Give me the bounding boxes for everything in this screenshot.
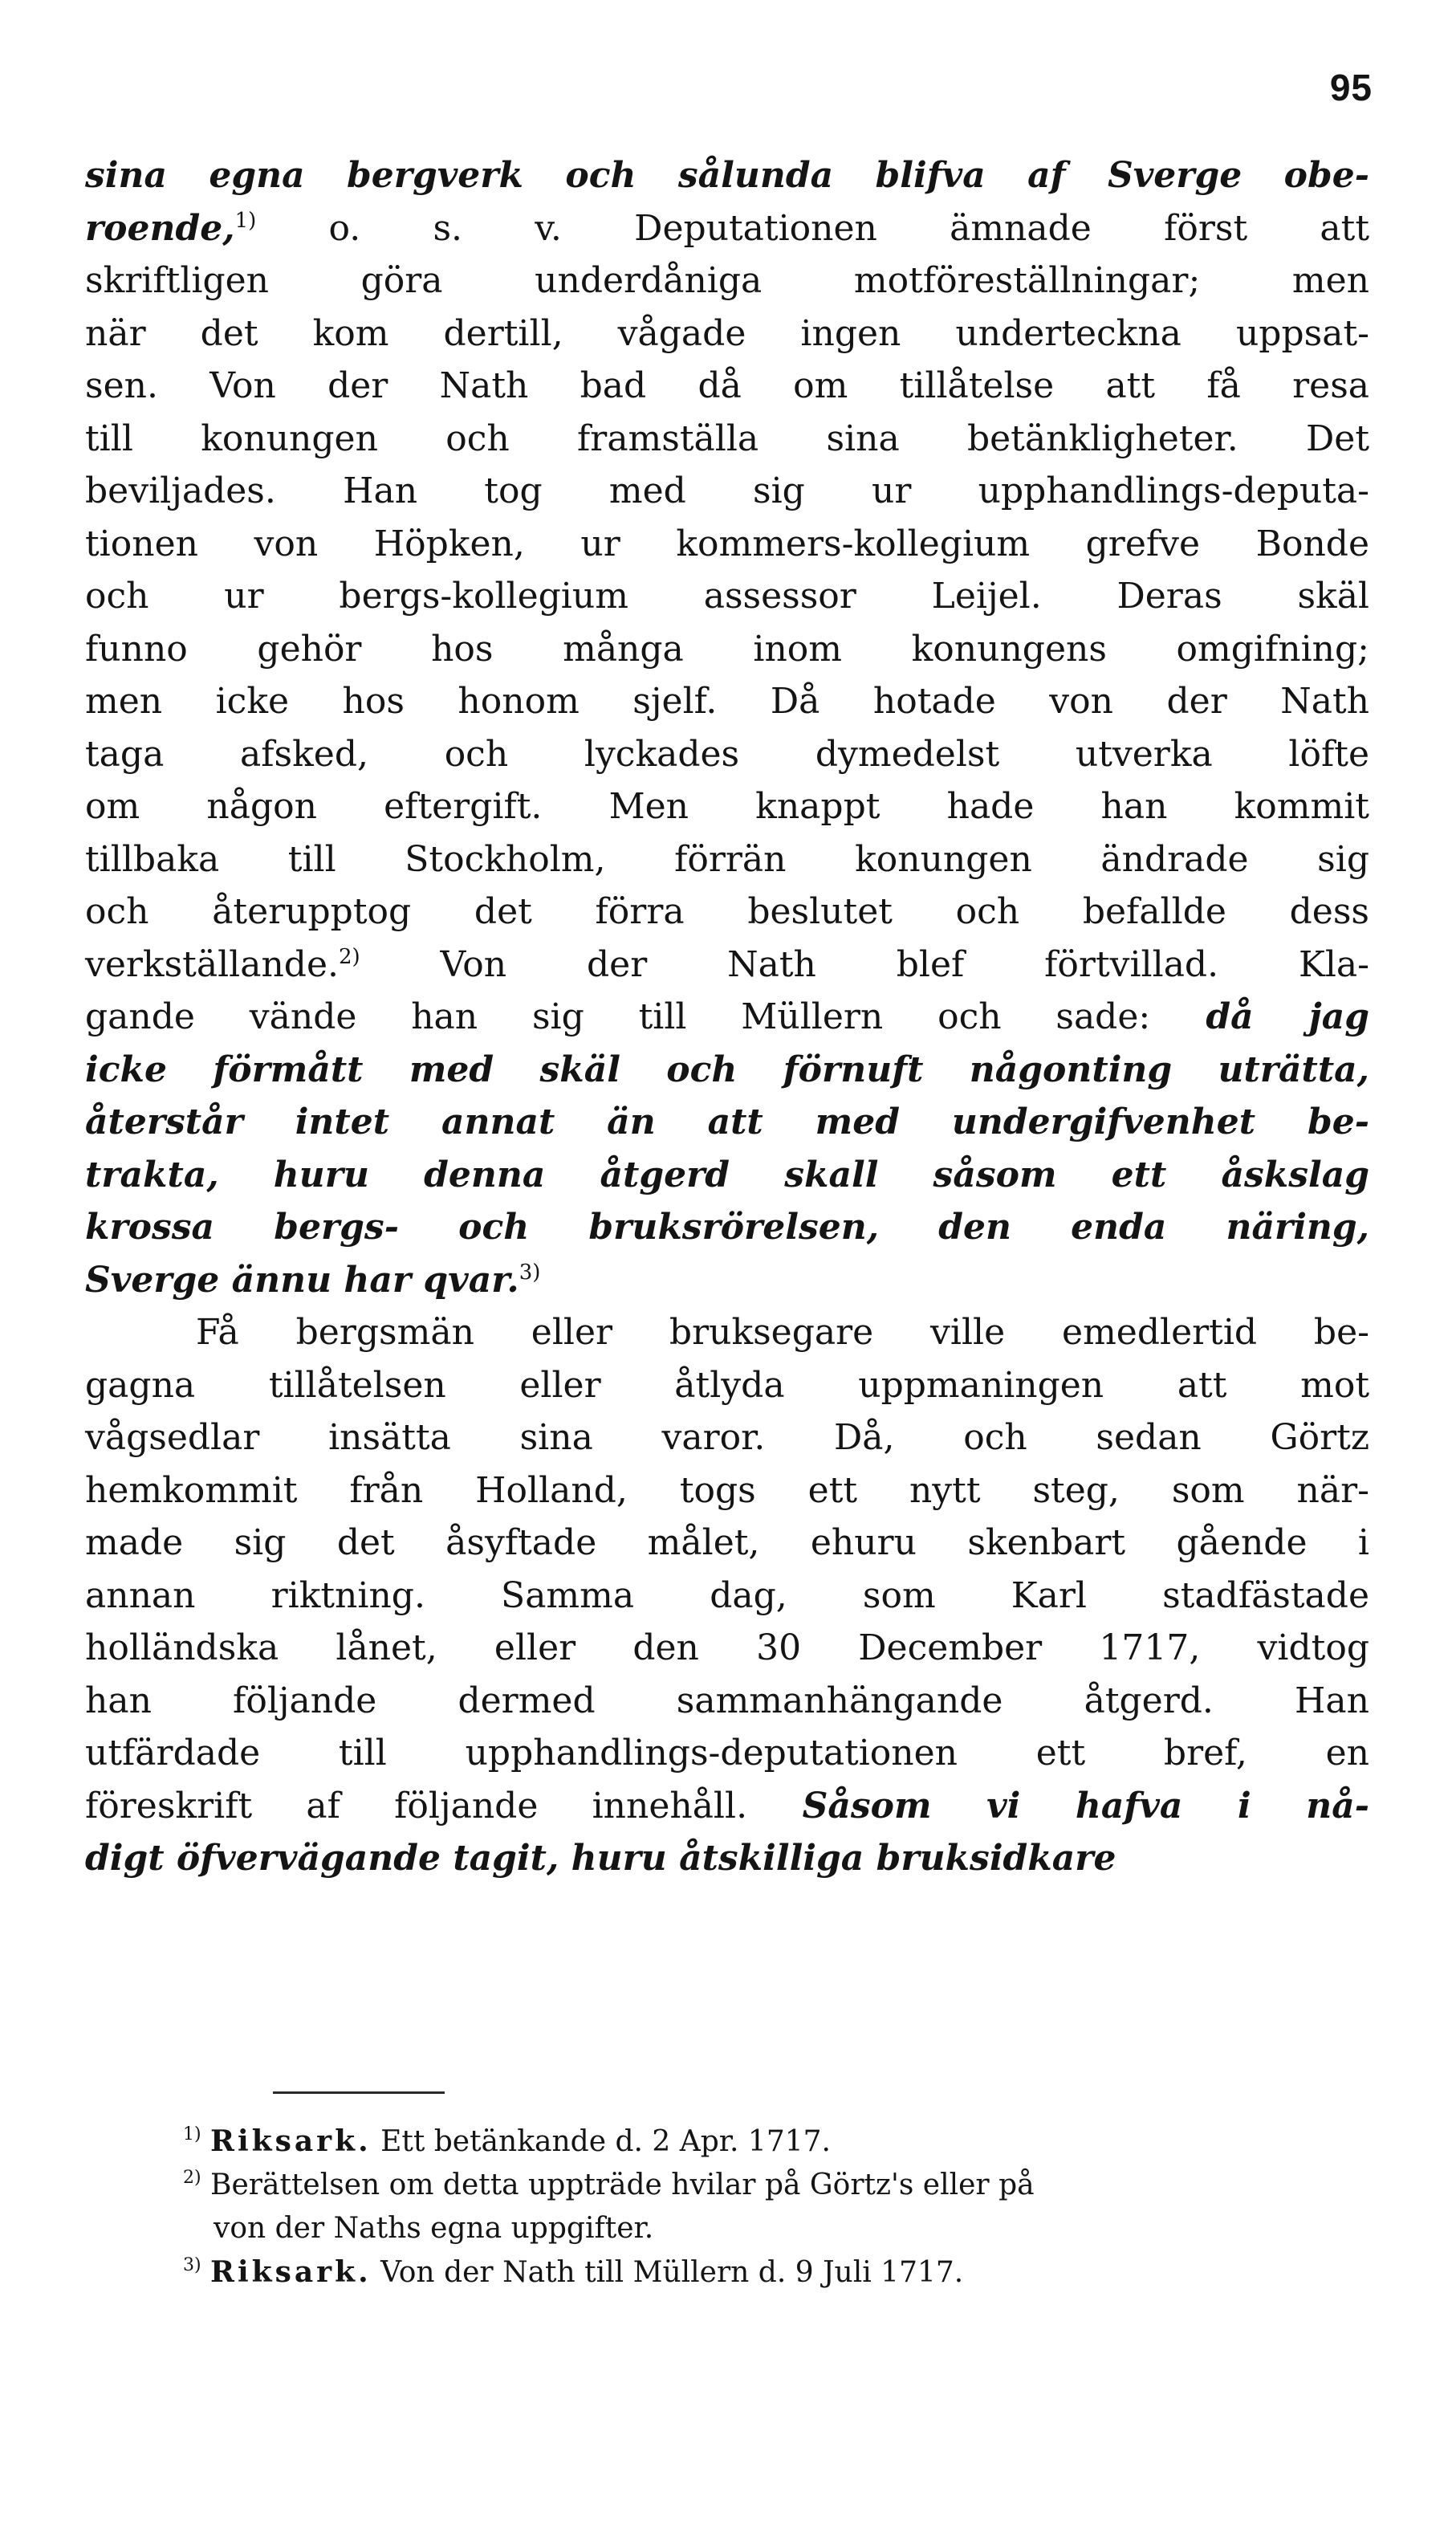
text-line bbox=[85, 465, 1369, 518]
text-line bbox=[85, 1464, 1369, 1517]
text-segment: o. s. v. Deputationen ämnade först att bbox=[256, 207, 1369, 249]
text-line bbox=[85, 307, 1369, 360]
page-number: 95 bbox=[1329, 67, 1373, 108]
text-line bbox=[85, 728, 1369, 781]
text-segment: föreskrift af följande innehåll. bbox=[85, 1785, 748, 1826]
body-text bbox=[85, 149, 1369, 1885]
text-segment: icke förmått med skäl och förnuft någonting uträtta, bbox=[85, 1049, 1369, 1090]
text-line bbox=[85, 1044, 1369, 1097]
text-segment: återstår intet annat än att med undergifvenhet be- bbox=[85, 1102, 1369, 1142]
text-segment: till konungen och framställa sina betänkligheter. Det bbox=[85, 417, 1369, 459]
footnote-text: Von der Nath till Müllern d. 9 Juli 1717. bbox=[371, 2256, 964, 2289]
text-line bbox=[85, 833, 1369, 886]
footnote-divider bbox=[273, 2091, 445, 2094]
text-segment: trakta, huru denna åtgerd skall såsom ett åskslag bbox=[85, 1154, 1369, 1195]
text-line bbox=[85, 991, 1369, 1044]
text-line bbox=[85, 886, 1369, 939]
text-segment: skriftligen göra underdåniga motföreställningar; men bbox=[85, 260, 1369, 301]
footnote-text: von der Naths egna uppgifter. bbox=[214, 2212, 654, 2245]
text-line bbox=[85, 570, 1369, 623]
text-segment: då jag bbox=[1150, 996, 1369, 1037]
text-segment: made sig det åsyftade målet, ehuru skenbart gående i bbox=[85, 1522, 1369, 1563]
text-segment: gande vände han sig till Müllern och sade: bbox=[85, 996, 1151, 1037]
footnote-reference: 2) bbox=[339, 944, 360, 969]
text-segment: han följande dermed sammanhängande åtgerd. Han bbox=[85, 1680, 1369, 1721]
footnote bbox=[183, 2164, 1251, 2207]
text-segment: holländska lånet, eller den 30 December 1717, vidtog bbox=[85, 1627, 1369, 1668]
footnote-reference: 1) bbox=[234, 208, 257, 233]
text-line bbox=[85, 1201, 1369, 1254]
footnote-text: Ett betänkande d. 2 Apr. 1717. bbox=[371, 2125, 831, 2158]
footnote-source: Riksark. bbox=[210, 2255, 372, 2289]
text-line bbox=[85, 518, 1369, 571]
text-line bbox=[85, 1411, 1369, 1464]
text-line bbox=[85, 1096, 1369, 1149]
text-line bbox=[85, 1306, 1369, 1359]
text-segment: men icke hos honom sjelf. Då hotade von der Nath bbox=[85, 681, 1369, 722]
text-line bbox=[85, 149, 1369, 202]
text-segment: taga afsked, och lyckades dymedelst utverka löfte bbox=[85, 733, 1369, 775]
footnotes bbox=[183, 2120, 1251, 2295]
text-line bbox=[85, 623, 1369, 676]
footnote-mark: 2) bbox=[183, 2168, 201, 2188]
text-segment: verkställande. bbox=[85, 943, 339, 985]
footnote-mark: 1) bbox=[183, 2124, 201, 2144]
text-segment: sen. Von der Nath bad då om tillåtelse att få resa bbox=[85, 365, 1369, 406]
footnote-source: Riksark. bbox=[210, 2124, 372, 2158]
text-line bbox=[85, 360, 1369, 413]
text-segment: roende, bbox=[85, 207, 235, 249]
text-segment: hemkommit från Holland, togs ett nytt steg, som när- bbox=[85, 1469, 1369, 1511]
text-line bbox=[85, 1832, 1369, 1885]
footnote bbox=[183, 2207, 1251, 2250]
text-segment: digt öfvervägande tagit, huru åtskilliga bruksidkare bbox=[85, 1838, 1116, 1879]
text-segment: utfärdade till upphandlings-deputationen ett bref, en bbox=[85, 1733, 1369, 1774]
text-line bbox=[85, 1517, 1369, 1570]
text-line bbox=[85, 1675, 1369, 1728]
text-line bbox=[85, 780, 1369, 833]
text-segment: Såsom vi hafva i nå- bbox=[747, 1785, 1369, 1826]
text-segment: Sverge ännu har qvar. bbox=[85, 1259, 519, 1301]
text-line bbox=[85, 1622, 1369, 1675]
text-line bbox=[85, 1149, 1369, 1202]
footnote-mark: 3) bbox=[183, 2255, 201, 2275]
text-line bbox=[85, 1780, 1369, 1833]
text-segment: annan riktning. Samma dag, som Karl stadfästade bbox=[85, 1574, 1369, 1616]
text-line bbox=[85, 413, 1369, 466]
text-segment: och återupptog det förra beslutet och befallde dess bbox=[85, 891, 1369, 932]
text-line bbox=[85, 939, 1369, 992]
footnote bbox=[183, 2120, 1251, 2164]
footnote-reference: 3) bbox=[519, 1260, 541, 1285]
text-segment: beviljades. Han tog med sig ur upphandlings-deputa- bbox=[85, 470, 1369, 511]
text-segment: tionen von Höpken, ur kommers-kollegium grefve Bonde bbox=[85, 523, 1369, 564]
text-line bbox=[85, 1570, 1369, 1623]
text-line bbox=[85, 1359, 1369, 1412]
text-segment: tillbaka till Stockholm, förrän konungen ändrade sig bbox=[85, 838, 1369, 880]
text-segment: om någon eftergift. Men knappt hade han kommit bbox=[85, 786, 1369, 827]
text-segment: Få bergsmän eller bruksegare ville emedlertid be- bbox=[196, 1312, 1369, 1353]
text-segment: gagna tillåtelsen eller åtlyda uppmaningen att mot bbox=[85, 1364, 1369, 1406]
text-segment: och ur bergs-kollegium assessor Leijel. Deras skäl bbox=[85, 576, 1369, 617]
text-line bbox=[85, 255, 1369, 307]
text-segment: funno gehör hos många inom konungens omgifning; bbox=[85, 628, 1369, 670]
text-line bbox=[85, 202, 1369, 255]
text-line bbox=[85, 675, 1369, 728]
text-line bbox=[85, 1727, 1369, 1780]
text-segment: när det kom dertill, vågade ingen underteckna uppsat- bbox=[85, 312, 1369, 354]
text-segment: krossa bergs- och bruksrörelsen, den enda näring, bbox=[85, 1207, 1369, 1248]
footnote bbox=[183, 2250, 1251, 2295]
text-line bbox=[85, 1254, 1369, 1307]
text-segment: sina egna bergverk och sålunda blifva af Sverge obe- bbox=[85, 155, 1369, 196]
text-segment: Von der Nath blef förtvillad. Kla- bbox=[360, 943, 1369, 985]
footnote-text: Berättelsen om detta uppträde hvilar på Görtz's eller på bbox=[210, 2169, 1035, 2201]
text-segment: vågsedlar insätta sina varor. Då, och sedan Görtz bbox=[85, 1417, 1369, 1458]
